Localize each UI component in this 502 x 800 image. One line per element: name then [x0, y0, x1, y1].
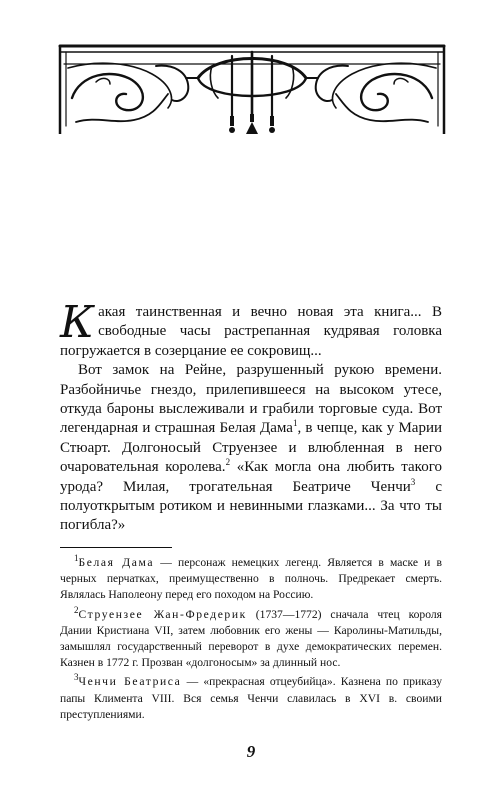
footnote-term: Белая Дама: [78, 556, 155, 569]
paragraph-2: [60, 361, 442, 536]
paragraph-1: [60, 297, 442, 361]
footnote-marker: 2: [74, 604, 79, 615]
footnote-1: [60, 555, 442, 604]
footnote-text: (1737—1772) сначала чтец короля Дании Кристиана VII, затем любовник его жены — Каролины-Матильды, замышлял государственный переворот в духе демократических перемен. Казнен в 1772 г. Прозван «долгоносым» за длинный нос.: [60, 607, 442, 670]
footnote-ref-2[interactable]: 2: [225, 457, 231, 468]
footnote-2: [60, 604, 442, 672]
art-nouveau-ornament: [56, 38, 448, 134]
page-number: 9: [246, 742, 256, 761]
drop-cap: К: [60, 297, 95, 348]
footnote-text: — «прекрасная отцеубийца». Казнена по приказу папы Климента VIII. Вся семья Ченчи славилась в XVI в. своими преступлениями.: [60, 675, 443, 721]
footnote-term: Ченчи Беатриса: [78, 675, 182, 689]
paragraph-2-text-a: Вот замок на Рейне, разрушенный рукою времени. Разбойничье гнездо, прилепившееся на высоком утесе, откуда бароны выслеживали и грабили торговые суда. Вот легендарная и страшная Белая Дама: [60, 362, 442, 437]
footnote-term: Струензее Жан-Фредерик: [78, 607, 247, 621]
footnote-ref-1[interactable]: 1: [292, 418, 298, 429]
footnote-3: [60, 674, 442, 723]
footnote-marker: 1: [74, 553, 79, 564]
paragraph-2-text-c: «Как могла она любить такого урода? Милая, трогательная Беатриче Ченчи: [60, 459, 442, 495]
footnote-text: — персонаж немецких легенд. Является в маске и в черных перчатках, преимущественно в полночь. Предрекает смерть. Являлась Наполеону перед его походом на Россию.: [60, 556, 442, 602]
footnote-marker: 3: [74, 672, 79, 683]
footnote-divider: [60, 547, 172, 548]
paragraph-2-text-d: с полуоткрытым ротиком и невинными глазками... За что ты погибла?»: [60, 478, 442, 534]
footnotes: [60, 555, 442, 726]
paragraph-2-text-b: , в чепце, как у Марии Стюарт. Долгоносый Струензее и влюбленная в него очаровательная королева.: [60, 420, 442, 476]
footnote-ref-3[interactable]: 3: [410, 476, 416, 487]
paragraph-1-text: акая таинственная и вечно новая эта книга... В свободные часы растрепанная кудрявая головка погружается в созерцание ее сокровищ...: [60, 304, 442, 359]
body-text: [60, 297, 442, 536]
